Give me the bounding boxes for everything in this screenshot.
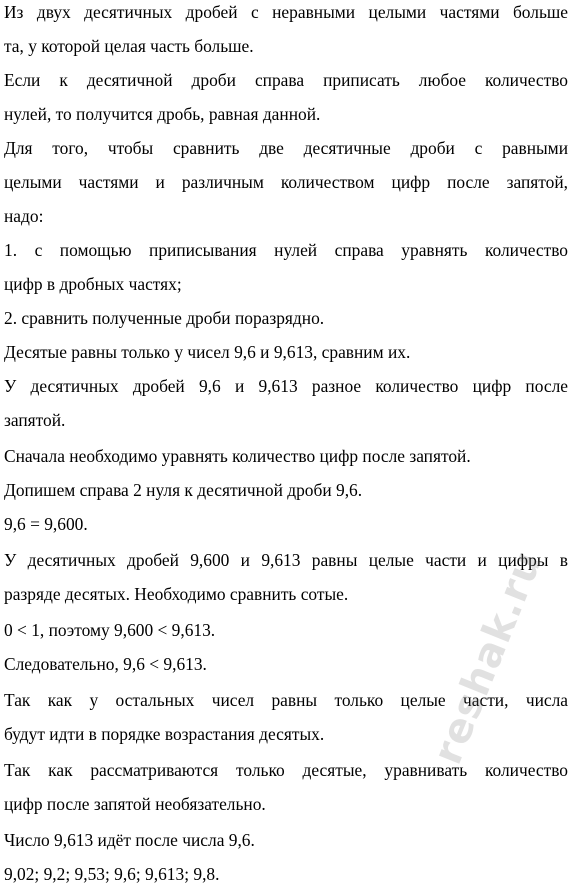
text-line: нулей, то получится дробь, равная данной. <box>4 104 321 124</box>
text-line: 0 < 1, поэтому 9,600 < 9,613. <box>4 620 216 640</box>
text-line: будут идти в порядке возрастания десятых. <box>4 724 325 744</box>
text-line: 9,02; 9,2; 9,53; 9,6; 9,613; 9,8. <box>4 864 220 884</box>
text-line: Если к десятичной дроби справа приписать любое количество <box>4 70 568 90</box>
text-line: Так как рассматриваются только десятые, уравнивать количество <box>4 760 568 780</box>
text-line: надо: <box>4 206 44 226</box>
text-line: та, у которой целая часть больше. <box>4 36 254 56</box>
text-line: цифр в дробных частях; <box>4 274 182 294</box>
text-line: Так как у остальных чисел равны только целые части, числа <box>4 690 568 710</box>
text-line: Десятые равны только у чисел 9,6 и 9,613, сравним их. <box>4 342 411 362</box>
text-line: Число 9,613 идёт после числа 9,6. <box>4 830 255 850</box>
text-line: 9,6 = 9,600. <box>4 514 88 534</box>
text-line: У десятичных дробей 9,600 и 9,613 равны целые части и цифры в <box>4 550 568 570</box>
text-line: Допишем справа 2 нуля к десятичной дроби 9,6. <box>4 480 363 500</box>
text-line: 2. сравнить полученные дроби поразрядно. <box>4 308 325 328</box>
text-line: цифр после запятой необязательно. <box>4 794 266 814</box>
text-line: Из двух десятичных дробей с неравными целыми частями больше <box>4 2 568 22</box>
text-line: запятой. <box>4 410 66 430</box>
text-line: разряде десятых. Необходимо сравнить сотые. <box>4 584 349 604</box>
watermark-logo: reshak.ru <box>424 544 552 771</box>
text-line: Следовательно, 9,6 < 9,613. <box>4 654 207 674</box>
text-line: целыми частями и различным количеством цифр после запятой, <box>4 172 568 192</box>
text-line: Для того, чтобы сравнить две десятичные дроби с равными <box>4 138 568 158</box>
text-line: У десятичных дробей 9,6 и 9,613 разное количество цифр после <box>4 376 568 396</box>
text-line: 1. с помощью приписывания нулей справа уравнять количество <box>4 240 568 260</box>
text-line: Сначала необходимо уравнять количество цифр после запятой. <box>4 446 471 466</box>
